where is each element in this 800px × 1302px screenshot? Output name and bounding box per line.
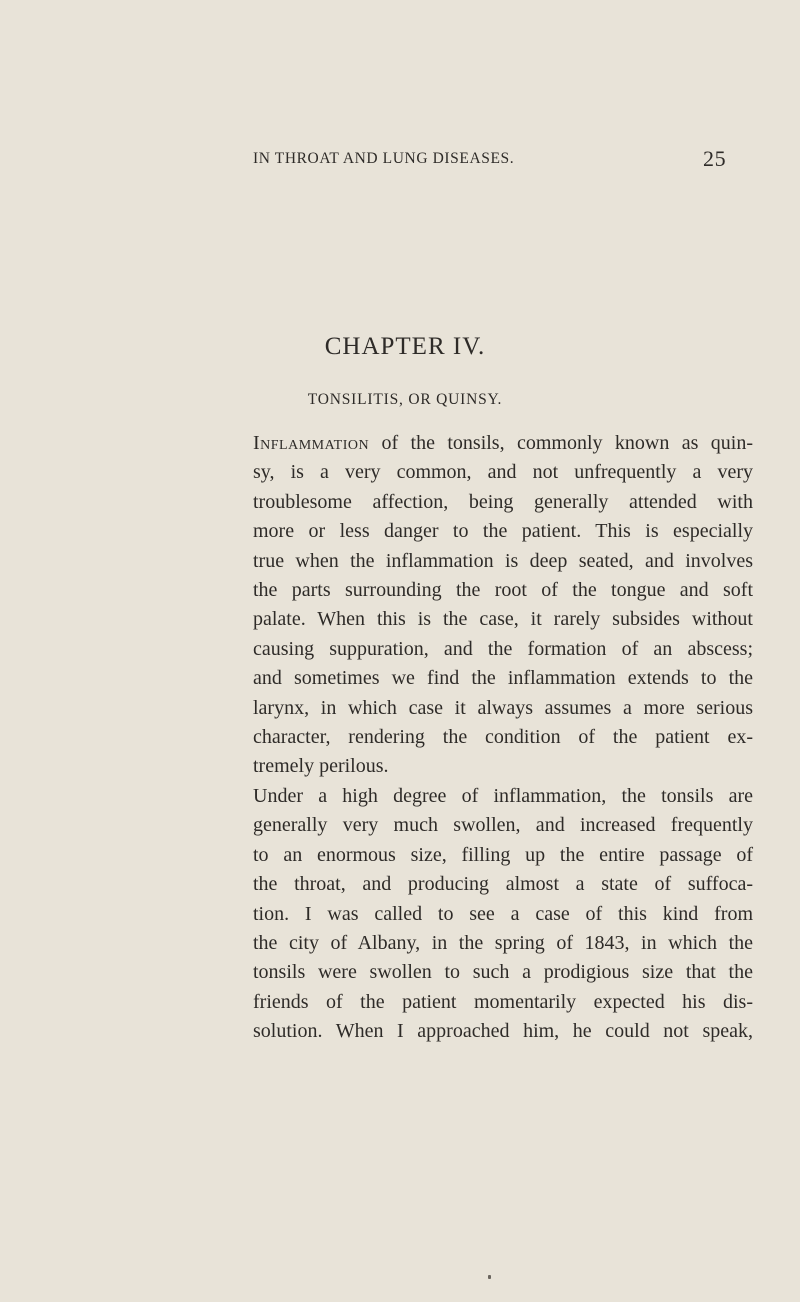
text-line: larynx, in which case it always assumes a more serious [253,696,753,719]
text-line: Under a high degree of inflammation, the tonsils are [253,784,753,807]
text-line: character, rendering the condition of the patient ex- [253,726,753,749]
text-line: the throat, and producing almost a state of suffoca- [253,873,753,896]
chapter-subtitle: TONSILITIS, OR QUINSY. [307,391,503,408]
paragraph-1 [253,429,753,782]
ink-speck [488,1275,491,1279]
text-line: the city of Albany, in the spring of 1843, in which the [253,931,753,954]
page-number: 25 [703,146,727,171]
text-line: troublesome affection, being generally attended with [253,490,753,513]
text-line: causing suppuration, and the formation of an abscess; [253,637,753,660]
text-line: tremely perilous. [253,755,389,778]
text-line: tonsils were swollen to such a prodigious size that the [253,961,753,984]
text-line: sy, is a very common, and not unfrequently a very [253,461,753,484]
text-line: friends of the patient momentarily expected his dis- [253,990,753,1013]
text-line: Inflammation of the tonsils, commonly known as quin- [253,432,753,454]
text-line: solution. When I approached him, he could not speak, [253,1020,753,1043]
text-line: palate. When this is the case, it rarely subsides without [253,608,753,631]
text-line: to an enormous size, filling up the entire passage of [253,843,753,866]
text-line: more or less danger to the patient. This is especially [253,520,753,543]
chapter-heading: CHAPTER IV. [324,333,486,360]
text-line: tion. I was called to see a case of this kind from [253,902,753,925]
lead-word: Inflammation [253,432,370,454]
body-text [253,429,753,1047]
running-head-title: IN THROAT AND LUNG DISEASES. [253,150,515,167]
text-line: the parts surrounding the root of the tongue and soft [253,579,753,602]
text-line: true when the inflammation is deep seated, and involves [253,549,753,572]
paragraph-2 [253,782,753,1047]
text-line: generally very much swollen, and increased frequently [253,814,753,837]
text-line: and sometimes we find the inflammation extends to the [253,667,753,690]
